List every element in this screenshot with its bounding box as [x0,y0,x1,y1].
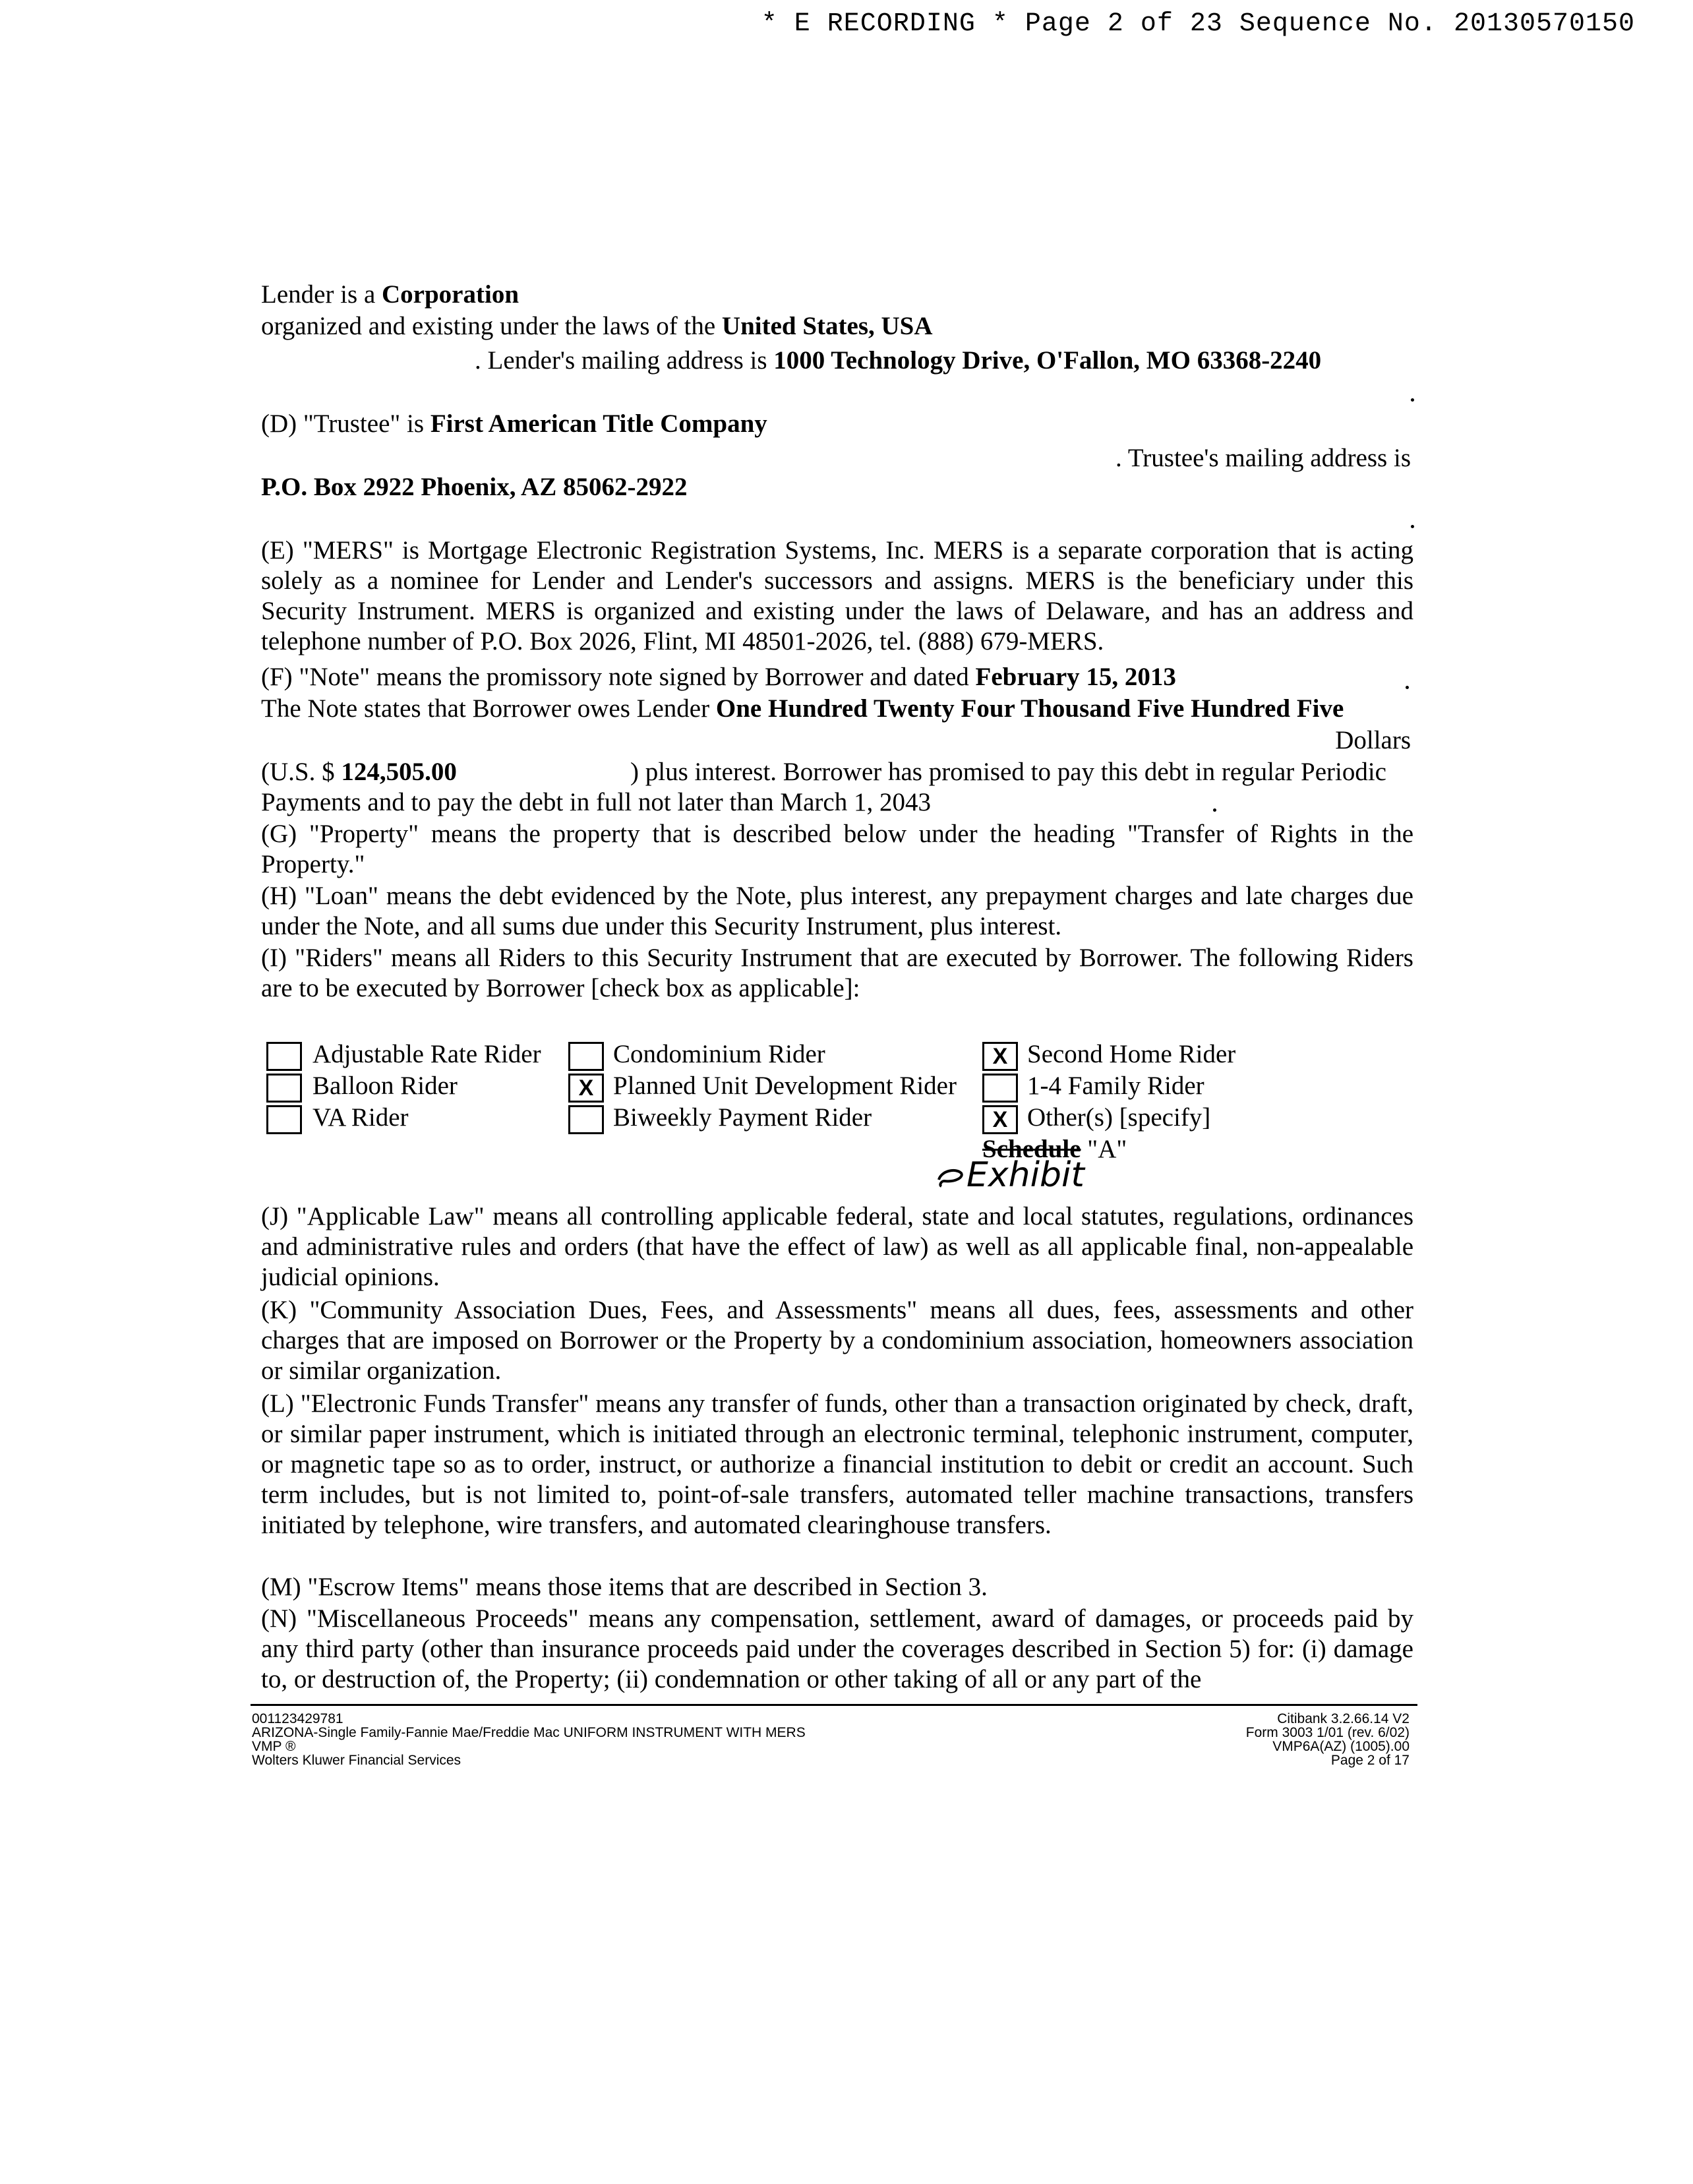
second-home-checkbox[interactable]: X [982,1042,1018,1071]
note-line-1 [261,662,1176,692]
footer-rule [251,1704,1417,1706]
riders-definition: (I) "Riders" means all Riders to this Security Instrument that are executed by Borrower. The following Riders are to be executed by Borrower [check box as applicable]: [261,944,1413,1002]
footer-version: Citibank 3.2.66.14 V2 [1277,1711,1410,1726]
adjustable-rate-label: Adjustable Rate Rider [312,1040,541,1068]
note-prefix: (F) "Note" means the promissory note signed by Borrower and dated [261,663,976,691]
biweekly-label: Biweekly Payment Rider [613,1103,872,1132]
handwritten-caret-icon [936,1165,966,1189]
mers-paragraph: (E) "MERS" is Mortgage Electronic Registration Systems, Inc. MERS is a separate corporation that is acting solely as a nominee for Lender and Lender's successors and assigns. MERS is the beneficiary under this Security Instrument. MERS is organized and existing under the laws of Delaware, and has an address and telephone number of P.O. Box 2026, Flint, MI 48501-2026, tel. (888) 679-MERS. [261,536,1413,655]
adjustable-rate-checkbox[interactable] [266,1042,302,1071]
biweekly-checkbox[interactable] [568,1105,604,1134]
loan-definition: (H) "Loan" means the debt evidenced by the Note, plus interest, any prepayment charges and late charges due under the Note, and all sums due under this Security Instrument, plus interest. [261,882,1413,940]
misc-proceeds-definition: (N) "Miscellaneous Proceeds" means any compensation, settlement, award of damages, or proceeds paid by any third party (other than insurance proceeds paid under the coverages described in Section 5) for: (i) damage to, or destruction of, the Property; (ii) condemnation or other taking of all or any part of the [261,1604,1413,1693]
other-label: Other(s) [specify] [1027,1103,1211,1132]
eft-definition: (L) "Electronic Funds Transfer" means any transfer of funds, other than a transaction originated by check, draft, or similar paper instrument, which is initiated through an electronic terminal, telephonic instrument, computer, or magnetic tape so as to order, instruct, or authorize a financial institution to debit or credit an account. Such term includes, but is not limited to, point-of-sale transfers, automated teller machine transactions, transfers initiated by telephone, wire transfers, and automated clearinghouse transfers. [261,1389,1413,1539]
footer-vmp: VMP ® [252,1739,296,1754]
family-rider-checkbox[interactable] [982,1074,1018,1103]
dot-mark [1406,686,1409,689]
note-dollars: Dollars [1335,726,1411,754]
lender-organized-prefix: organized and existing under the laws of the [261,312,722,340]
dot-mark [1213,808,1216,812]
trustee-line [261,409,767,439]
note-owes-prefix: The Note states that Borrower owes Lender [261,694,716,723]
second-home-label: Second Home Rider [1027,1040,1236,1068]
handwritten-exhibit [936,1155,1084,1195]
other-checkbox[interactable]: X [982,1105,1018,1134]
note-line-2 [261,694,1344,724]
footer-page: Page 2 of 17 [1330,1753,1410,1768]
note-line-3 [261,757,457,787]
escrow-items-definition: (M) "Escrow Items" means those items that are described in Section 3. [261,1573,988,1601]
condominium-checkbox[interactable] [568,1042,604,1071]
applicable-law-definition: (J) "Applicable Law" means all controlling applicable federal, state and local statutes, regulations, ordinances and administrative rules and orders (that have the effect of law) as well as all applicable final, non-appealable judicial opinions. [261,1202,1413,1291]
va-label: VA Rider [312,1103,409,1132]
footer-loan-number: 001123429781 [252,1711,343,1726]
note-line-4 [261,787,931,818]
footer-vmp-code: VMP6A(AZ) (1005).00 [1272,1739,1410,1754]
lender-type: Corporation [382,280,520,309]
dot-mark [1411,398,1414,402]
note-maturity-date: March 1, 2043 [780,788,931,816]
trustee-prefix: (D) "Trustee" is [261,410,431,438]
lender-address: 1000 Technology Drive, O'Fallon, MO 63368-2240 [773,346,1322,375]
property-definition: (G) "Property" means the property that is described below under the heading "Transfer of Rights in the Property." [261,820,1413,878]
note-payment-prefix: Payments and to pay the debt in full not later than [261,788,781,816]
footer-publisher: Wolters Kluwer Financial Services [252,1753,461,1768]
pud-checkbox[interactable]: X [568,1074,604,1103]
note-amount: 124,505.00 [341,758,457,786]
schedule-a: "A" [1087,1135,1127,1163]
community-association-definition: (K) "Community Association Dues, Fees, and Assessments" means all dues, fees, assessments and other charges that are imposed on Borrower or the Property by a condominium association, homeowners association or similar organization. [261,1296,1413,1385]
balloon-checkbox[interactable] [266,1074,302,1103]
handwritten-exhibit-text: Exhibit [966,1155,1084,1195]
note-amount-words: One Hundred Twenty Four Thousand Five Hundred Five [715,694,1344,723]
note-line-3-rest: ) plus interest. Borrower has promised to pay this debt in regular Periodic [630,758,1386,786]
lender-address-prefix: . Lender's mailing address is [475,346,774,375]
lender-type-line [261,280,519,310]
trustee-address-label: . Trustee's mailing address is [1115,444,1411,472]
note-us-prefix: (U.S. $ [261,758,342,786]
balloon-label: Balloon Rider [312,1072,458,1100]
note-date: February 15, 2013 [975,663,1176,691]
recording-header: * E RECORDING * Page 2 of 23 Sequence No. 20130570150 [761,9,1635,39]
lender-organized-line [261,311,933,342]
trustee-name: First American Title Company [430,410,767,438]
family-rider-label: 1-4 Family Rider [1027,1072,1204,1100]
dot-mark [1411,525,1414,528]
condominium-label: Condominium Rider [613,1040,825,1068]
trustee-address: P.O. Box 2922 Phoenix, AZ 85062-2922 [261,473,688,501]
footer-form-number: Form 3003 1/01 (rev. 6/02) [1245,1725,1410,1740]
va-checkbox[interactable] [266,1105,302,1134]
lender-address-line [475,346,1321,376]
lender-type-prefix: Lender is a [261,280,382,309]
pud-label: Planned Unit Development Rider [613,1072,957,1100]
lender-jurisdiction: United States, USA [721,312,933,340]
schedule-struck: Schedule [982,1135,1081,1163]
footer-form-title: ARIZONA-Single Family-Fannie Mae/Freddie Mac UNIFORM INSTRUMENT WITH MERS [252,1725,806,1740]
